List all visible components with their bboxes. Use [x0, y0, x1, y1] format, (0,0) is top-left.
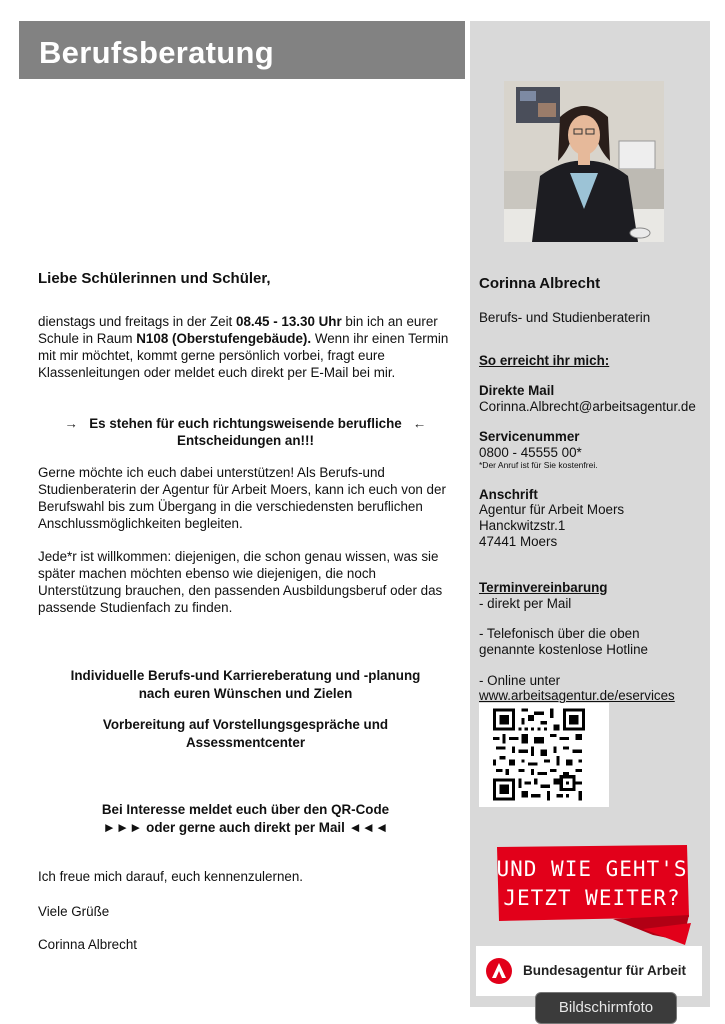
room-number: N108 (Oberstufengebäude).	[136, 331, 312, 346]
appointment-option-online: - Online unter	[479, 673, 561, 688]
intro-paragraph	[38, 313, 453, 381]
agency-logo-box	[476, 946, 702, 996]
cta-line-2: ►►► oder gerne auch direkt per Mail ◄◄◄	[102, 820, 389, 835]
offer-interview-prep	[38, 716, 453, 752]
address-line: Hanckwitzstr.1	[479, 518, 566, 533]
mail-heading: Direkte Mail	[479, 383, 555, 398]
welcome-paragraph: Jede*r ist willkommen: diejenigen, die schon genau wissen, was sie später machen möchten ebenso wie diejenigen, die noch Unterstützung brauchen, den passenden Ausbildungsberuf oder das passende Studienfach zu finden.	[38, 549, 443, 615]
advisor-photo	[504, 81, 664, 242]
callout-line-1: Es stehen für euch richtungsweisende berufliche	[89, 416, 402, 431]
offer-counseling	[38, 667, 453, 703]
promo-line-1: UND WIE GEHT'S	[496, 857, 688, 881]
promo-line-2: JETZT WEITER?	[503, 886, 681, 910]
service-heading: Servicenummer	[479, 429, 580, 444]
support-paragraph: Gerne möchte ich euch dabei unterstützen! Als Berufs-und Studienberaterin der Agentur für Arbeit Moers, kann ich euch von der Berufswahl bis zum Übergang in die verschiedensten beruflichen Anschlussmöglichkeiten begleiten.	[38, 465, 446, 531]
address-heading: Anschrift	[479, 487, 538, 502]
decision-callout	[38, 415, 453, 449]
qr-code[interactable]	[493, 708, 585, 801]
contact-heading: So erreicht ihr mich:	[479, 353, 610, 368]
address-line: Agentur für Arbeit Moers	[479, 502, 625, 517]
address-block	[479, 502, 624, 550]
appointment-heading: Terminvereinbarung	[479, 580, 608, 595]
advisor-role: Berufs- und Studienberaterin	[479, 310, 651, 325]
service-number: 0800 - 45555 00*	[479, 445, 582, 460]
greeting: Liebe Schülerinnen und Schüler,	[38, 270, 271, 287]
appointment-option-phone: - Telefonisch über die oben genannte kostenlose Hotline	[479, 626, 648, 657]
call-to-action	[38, 801, 453, 837]
intro-text-1: dienstags und freitags in der Zeit	[38, 314, 236, 329]
signature: Corinna Albrecht	[38, 937, 137, 952]
agency-logo-icon	[486, 958, 512, 984]
offer-counseling-line-1: Individuelle Berufs-und Karriereberatung und -planung	[70, 668, 421, 683]
intro-text-3: Wenn ihr einen Termin mit mir möchtet, kommt gerne persönlich vorbei, fragt eure Klassenleitungen oder meldet euch direkt per E-Mail bei mir.	[38, 331, 449, 380]
arrow-right-icon: →	[64, 416, 79, 431]
page-title: Berufsberatung	[39, 35, 275, 70]
address-line: 47441 Moers	[479, 534, 558, 549]
offer-counseling-line-2: nach euren Wünschen und Zielen	[138, 686, 353, 701]
office-hours: 08.45 - 13.30 Uhr	[236, 314, 342, 329]
callout-line-2: Entscheidungen an!!!	[177, 433, 314, 448]
regards-line: Viele Grüße	[38, 904, 110, 919]
qr-code-box	[479, 703, 609, 807]
header-bar	[19, 21, 465, 79]
arrow-left-icon: ←	[412, 416, 427, 431]
screenshot-label[interactable]: Bildschirmfoto	[535, 992, 677, 1024]
advisor-name: Corinna Albrecht	[479, 275, 601, 292]
promo-banner	[493, 843, 691, 945]
eservices-link[interactable]: www.arbeitsagentur.de/eservices	[479, 688, 675, 703]
closing-line: Ich freue mich darauf, euch kennenzulernen.	[38, 869, 304, 884]
intro-text-2: bin ich an eurer Schule in Raum	[38, 314, 438, 346]
offer-interview-line-1: Vorbereitung auf Vorstellungsgespräche und	[102, 717, 389, 732]
offer-interview-line-2: Assessmentcenter	[185, 735, 306, 750]
email-link[interactable]: Corinna.Albrecht@arbeitsagentur.de	[479, 399, 696, 414]
service-note: *Der Anruf ist für Sie kostenfrei.	[479, 460, 598, 470]
cta-line-1: Bei Interesse meldet euch über den QR-Code	[101, 802, 390, 817]
agency-name: Bundesagentur für Arbeit	[523, 963, 687, 978]
appointment-option-mail: - direkt per Mail	[479, 596, 572, 611]
